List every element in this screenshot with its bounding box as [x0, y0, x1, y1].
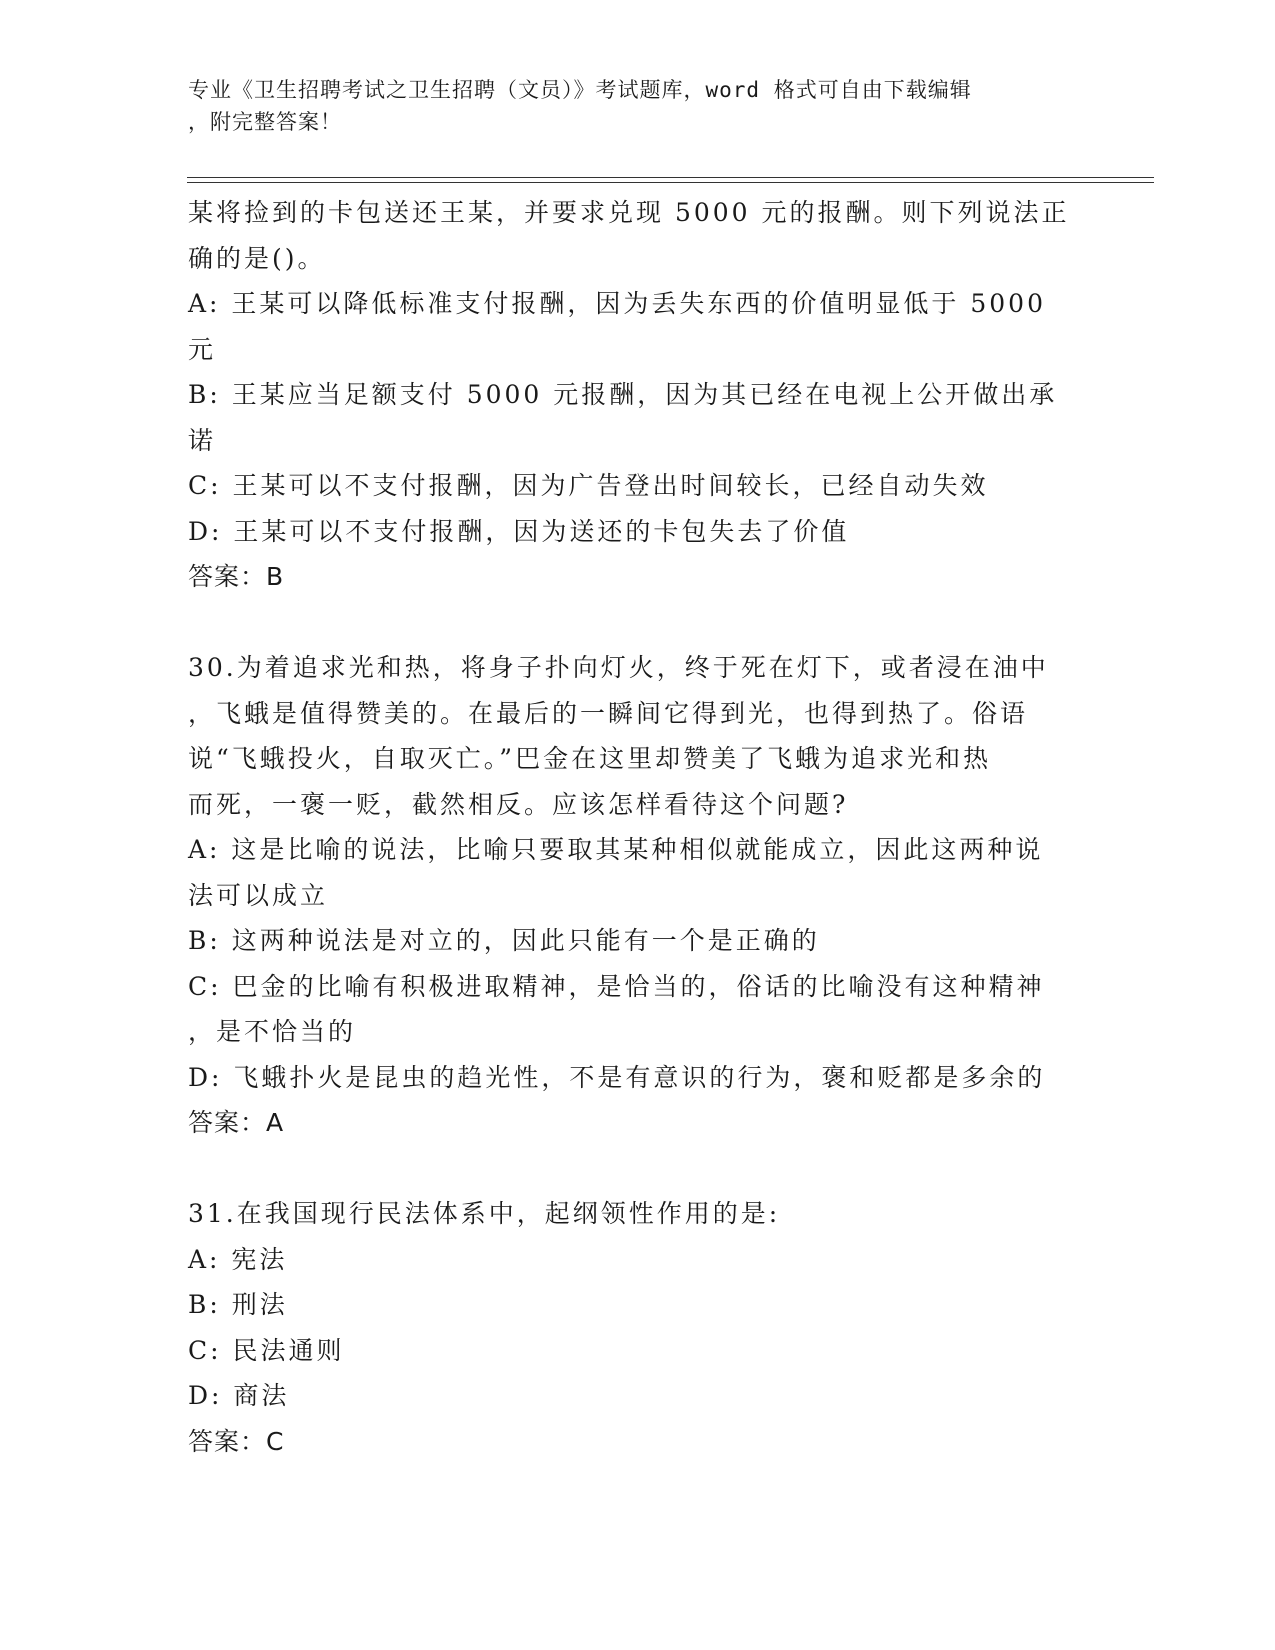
document-header: [188, 74, 1088, 138]
option-c-continued: ，是不恰当的: [188, 1017, 357, 1046]
question-spacer: [188, 1146, 1088, 1192]
option-b: B: 王某应当足额支付 5000 元报酬，因为其已经在电视上公开做出承: [188, 380, 1058, 409]
answer-label: 答案：C: [188, 1426, 285, 1456]
option-a: A: 宪法: [188, 1244, 288, 1274]
question-spacer: [188, 600, 1088, 646]
header-title-line: 专业《卫生招聘考试之卫生招聘（文员）》考试题库，word 格式可自由下载编辑: [188, 78, 972, 102]
option-a: A: 这是比喻的说法，比喻只要取其某种相似就能成立，因此这两种说: [188, 835, 1044, 864]
question-stem-line: 30.为着追求光和热，将身子扑向灯火，终于死在灯下，或者浸在油中: [188, 653, 1049, 682]
header-divider-top: [187, 177, 1154, 178]
question-stem-line: 说“飞蛾投火，自取灭亡。”巴金在这里却赞美了飞蛾为追求光和热: [188, 744, 992, 773]
question-stem-line: 而死，一褒一贬，截然相反。应该怎样看待这个问题?: [188, 789, 849, 819]
option-d: D: 飞蛾扑火是昆虫的趋光性，不是有意识的行为，褒和贬都是多余的: [188, 1062, 1046, 1092]
option-c: C: 巴金的比喻有积极进取精神，是恰当的，俗话的比喻没有这种精神: [188, 971, 1045, 1001]
question-29-block: [188, 190, 1088, 600]
option-d: D: 王某可以不支付报酬，因为送还的卡包失去了价值: [188, 516, 850, 546]
question-stem-line: 某将捡到的卡包送还王某，并要求兑现 5000 元的报酬。则下列说法正: [188, 198, 1070, 227]
question-30-block: [188, 645, 1088, 1146]
header-title-line-continued: ，附完整答案！: [188, 110, 342, 134]
header-divider-bottom: [187, 182, 1154, 183]
option-b: B: 这两种说法是对立的，因此只能有一个是正确的: [188, 926, 820, 955]
question-stem-line: 31.在我国现行民法体系中，起纲领性作用的是:: [188, 1199, 781, 1228]
option-a: A: 王某可以降低标准支付报酬，因为丢失东西的价值明显低于 5000: [188, 289, 1046, 318]
question-stem-line: ，飞蛾是值得赞美的。在最后的一瞬间它得到光，也得到热了。俗语: [188, 698, 1029, 728]
option-b-continued: 诺: [188, 425, 217, 455]
option-c: C: 王某可以不支付报酬，因为广告登出时间较长，已经自动失效: [188, 471, 989, 500]
option-a-continued: 法可以成立: [188, 880, 329, 910]
question-content: [188, 190, 1088, 1464]
question-31-block: [188, 1191, 1088, 1464]
question-stem-line: 确的是()。: [188, 243, 326, 273]
option-a-continued: 元: [188, 334, 217, 364]
answer-label: 答案：B: [188, 562, 285, 591]
option-d: D: 商法: [188, 1381, 290, 1410]
option-b: B: 刑法: [188, 1290, 288, 1319]
option-c: C: 民法通则: [188, 1335, 345, 1365]
answer-label: 答案：A: [188, 1108, 285, 1137]
